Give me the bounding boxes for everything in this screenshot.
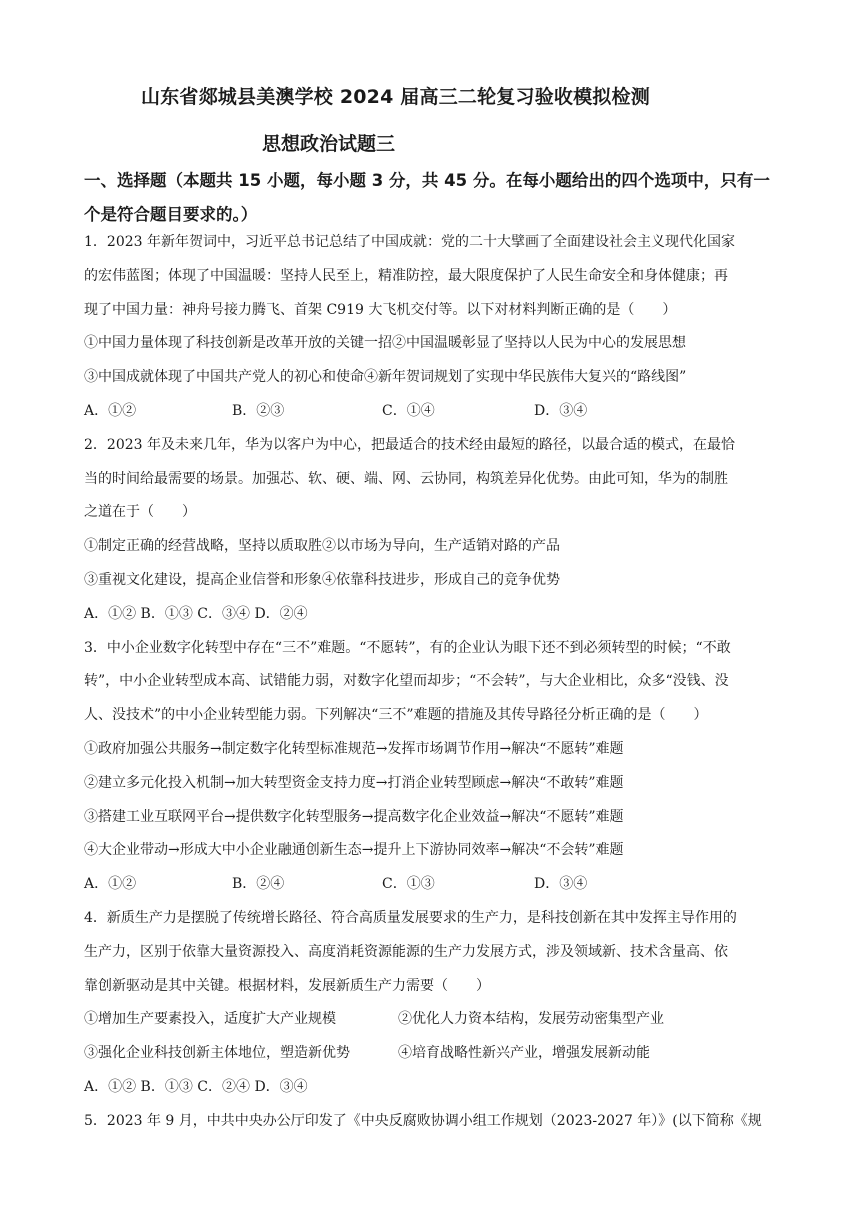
statement-1: ①增加生产要素投入，适度扩大产业规模 [84, 1011, 336, 1028]
question-4 [84, 902, 784, 1105]
statement-3: ③强化企业科技创新主体地位，塑造新优势 [84, 1045, 350, 1062]
statement-line [84, 1037, 784, 1071]
statement-line: ①中国力量体现了科技创新是改革开放的关键一招②中国温暖彰显了坚持以人民为中心的发展思想 [84, 335, 686, 352]
statement-line: ①制定正确的经营战略，坚持以质取胜②以市场为导向，生产适销对路的产品 [84, 538, 560, 555]
option-d: D．③④ [534, 402, 588, 419]
question-stem-line: 生产力，区别于依靠大量资源投入、高度消耗资源能源的生产力发展方式，涉及领域新、技术含量高、依 [84, 943, 728, 960]
option-b: B．②③ [232, 402, 285, 419]
question-stem-line: 人、没技术”的中小企业转型能力弱。下列解决“三不”难题的措施及其传导路径分析正确的是（ ） [84, 707, 708, 724]
option-a: A．①② [84, 402, 137, 419]
question-stem-line: 现了中国力量：神舟号接力腾飞、首架 C919 大飞机交付等。以下对材料判断正确的是（ ） [84, 301, 677, 318]
question-stem-line: 靠创新驱动是其中关键。根据材料，发展新质生产力需要（ ） [84, 977, 490, 994]
option-c: C．①③ [382, 876, 435, 893]
options-row: A．①② B．①③ C．②④ D．③④ [84, 1078, 308, 1095]
document-subtitle: 思想政治试题三 [262, 133, 396, 155]
question-stem-line: 4．新质生产力是摆脱了传统增长路径、符合高质量发展要求的生产力，是科技创新在其中发挥主导作用的 [84, 909, 737, 926]
options-row: A．①② B．①③ C．③④ D．②④ [84, 605, 308, 622]
statement-line: ③搭建工业互联网平台→提供数字化转型服务→提高数字化企业效益→解决“不愿转”难题 [84, 808, 624, 825]
statement-line [84, 1003, 784, 1037]
section-heading [84, 164, 784, 232]
statement-2: ②优化人力资本结构，发展劳动密集型产业 [398, 1011, 664, 1028]
question-3 [84, 632, 784, 902]
statement-line: ④大企业带动→形成大中小企业融通创新生态→提升上下游协同效率→解决“不会转”难题 [84, 842, 624, 859]
question-stem-line: 3．中小企业数字化转型中存在“三不”难题。“不愿转”，有的企业认为眼下还不到必须转型的时候；“不敢 [84, 639, 731, 656]
question-stem-line: 2．2023 年及未来几年，华为以客户为中心，把最适合的技术经由最短的路径，以最合适的模式，在最恰 [84, 436, 735, 453]
question-2 [84, 429, 784, 632]
section-heading-line: 一、选择题（本题共 15 小题，每小题 3 分，共 45 分。在每小题给出的四个选项中，只有一 [84, 171, 770, 190]
question-stem-line: 当的时间给最需要的场景。加强芯、软、硬、端、网、云协同，构筑差异化优势。由此可知，华为的制胜 [84, 470, 728, 487]
question-1 [84, 226, 784, 429]
option-d: D．③④ [534, 876, 588, 893]
section-heading-line: 个是符合题目要求的。） [84, 205, 258, 224]
option-b: B．②④ [232, 876, 285, 893]
options-row [84, 868, 784, 902]
statement-line: ①政府加强公共服务→制定数字化转型标准规范→发挥市场调节作用→解决“不愿转”难题 [84, 740, 624, 757]
statement-4: ④培育战略性新兴产业，增强发展新动能 [398, 1045, 650, 1062]
question-stem-line: 之道在于（ ） [84, 504, 196, 521]
document-title: 山东省郯城县美澳学校 2024 届高三二轮复习验收模拟检测 [141, 86, 650, 108]
question-stem-line: 5．2023 年 9 月，中共中央办公厅印发了《中央反腐败协调小组工作规划（2023-2027 年）》(以下简称《规 [84, 1112, 762, 1129]
statement-line: ③重视文化建设，提高企业信誉和形象④依靠科技进步，形成自己的竞争优势 [84, 571, 560, 588]
question-stem-line: 转”，中小企业转型成本高、试错能力弱，对数字化望而却步；“不会转”，与大企业相比，众多“没钱、没 [84, 673, 729, 690]
option-a: A．①② [84, 876, 137, 893]
options-row [84, 395, 784, 429]
statement-line: ②建立多元化投入机制→加大转型资金支持力度→打消企业转型顾虑→解决“不敢转”难题 [84, 774, 624, 791]
option-c: C．①④ [382, 402, 435, 419]
question-stem-line: 1．2023 年新年贺词中，习近平总书记总结了中国成就：党的二十大擘画了全面建设社会主义现代化国家 [84, 234, 735, 250]
question-list [84, 226, 784, 1139]
question-5 [84, 1105, 784, 1139]
statement-line: ③中国成就体现了中国共产党人的初心和使命④新年贺词规划了实现中华民族伟大复兴的“路线图” [84, 369, 687, 386]
question-stem-line: 的宏伟蓝图；体现了中国温暖：坚持人民至上，精准防控，最大限度保护了人民生命安全和身体健康；再 [84, 267, 728, 284]
